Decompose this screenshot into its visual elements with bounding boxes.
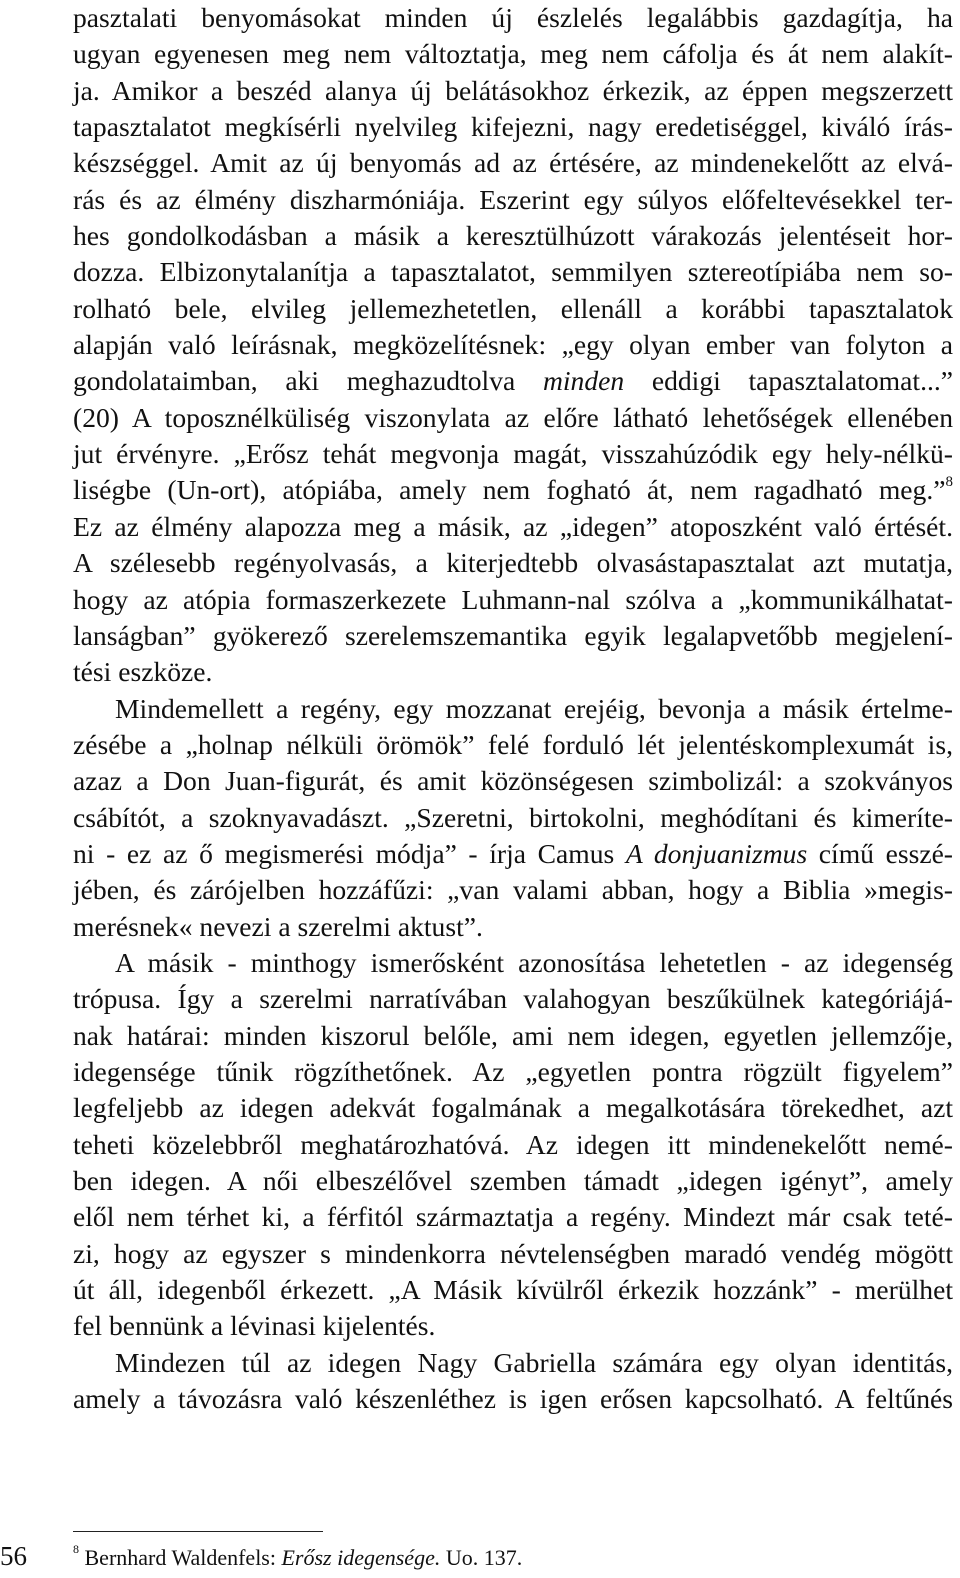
text-line: fel bennünk a lévinasi kijelentés. xyxy=(73,1310,436,1342)
text-line: pasztalati benyomásokat minden új észlelés legalábbis gazdagítja, ha xyxy=(73,2,953,33)
text-line: tapasztalatot megkísérli nyelvileg kifejezni, nagy eredetiséggel, kiváló írás- xyxy=(73,111,953,143)
text-line: zésébe a „holnap nélküli örömök” felé forduló lét jelentéskomplexumát is, xyxy=(73,728,953,760)
footnote-author: Bernhard Waldenfels: xyxy=(84,1545,282,1570)
text-line-with-italic: gondolataimban, aki meghazudtolva minden eddigi tapasztalatomat...” xyxy=(73,365,954,397)
text-line: zi, hogy az egyszer s mindenkorra névtelenségben maradó vendég mögött xyxy=(73,1237,953,1269)
text-line: ja. Amikor a beszéd alanya új belátásokhoz érkezik, az éppen megszerzett xyxy=(73,74,953,106)
italic-phrase: minden xyxy=(542,365,625,397)
text-line: amely a távozásra való készenléthez is igen erősen kapcsolható. A feltűnés xyxy=(73,1383,953,1415)
text-line: ugyan egyenesen meg nem változtatja, meg nem cáfolja és át nem alakít- xyxy=(73,38,953,70)
text-line: azaz a Don Juan-figurát, és amit közönségesen szimbolizál: a szokványos xyxy=(73,765,953,797)
text-line: csábítót, a szoknyavadászt. „Szeretni, birtokolni, meghódítani és kimeríte- xyxy=(73,801,953,833)
text-line: alapján való leírásnak, megközelítésnek: „egy olyan ember van folyton a xyxy=(73,329,953,361)
text-line: nak határai: minden kiszorul belőle, ami nem idegen, egyetlen jellemzője, xyxy=(73,1019,953,1051)
italic-phrase: A donjuanizmus xyxy=(625,837,808,869)
text-line: (20) A toposznélküliség viszonylata az előre látható lehetőségek ellenében xyxy=(73,401,953,433)
text-line: ben idegen. A női elbeszélővel szemben támadt „idegen igényt”, amely xyxy=(73,1165,953,1196)
text-line: idegensége tűnik rögzíthetőnek. Az „egyetlen pontra rögzült figyelem” xyxy=(73,1055,953,1087)
text-line: lanságban” gyökerező szerelemszemantika egyik legalapvetőbb megjelení- xyxy=(73,619,953,651)
text-line: jében, és zárójelben hozzáfűzi: „van valami abban, hogy a Biblia »megis- xyxy=(73,874,953,906)
footnote-marker: 8 xyxy=(73,1541,79,1556)
footnote-reference: 8 xyxy=(945,474,953,491)
text-line: hogy az atópia formaszerkezete Luhmann-nal szólva a „kommunikálhatat- xyxy=(73,583,953,615)
text-line: merésnek« nevezi a szerelmi aktust”. xyxy=(73,910,483,942)
text-line: rolható bele, elvileg jellemezhetetlen, ellenáll a korábbi tapasztalatok xyxy=(73,292,953,324)
page-number: 56 xyxy=(0,1541,27,1571)
footnote-title: Erősz idegensége. xyxy=(281,1545,441,1570)
text-line: rás és az élmény diszharmóniája. Eszerint egy súlyos előfeltevésekkel ter- xyxy=(73,183,953,215)
text-line: teheti közelebbről meghatározhatóvá. Az idegen itt mindenekelőtt nemé- xyxy=(73,1128,953,1160)
text-line: A szélesebb regényolvasás, a kiterjedtebb olvasástapasztalat azt mutatja, xyxy=(73,547,953,579)
footnote-source: Uo. 137. xyxy=(440,1545,523,1570)
text-line: tési eszköze. xyxy=(73,656,213,688)
text-line: készséggel. Amit az új benyomás ad az értésére, az mindenekelőtt az elvá- xyxy=(73,147,953,179)
text-line: jut érvényre. „Erősz tehát megvonja magát, visszahúzódik egy hely-nélkü- xyxy=(73,438,953,470)
text-line: trópusa. Így a szerelmi narratívában valahogyan beszűkülnek kategóriájá- xyxy=(73,983,953,1015)
text-line: Mindezen túl az idegen Nagy Gabriella számára egy olyan identitás, xyxy=(115,1346,953,1378)
text-line-with-footnote-ref: liségbe (Un-ort), atópiába, amely nem fogható át, nem ragadható meg.”$^8$ xyxy=(73,474,953,506)
text-line-with-italic: ni - ez az ő megismerési módja” - írja Camus A donjuanizmus című esszé- xyxy=(73,837,953,869)
text-line: legfeljebb az idegen adekvát fogalmának a megalkotására törekedhet, azt xyxy=(73,1092,953,1124)
text-line: hes gondolkodásban a másik a keresztülhúzott várakozás jelentéseit hor- xyxy=(73,220,953,252)
footnote xyxy=(73,1543,522,1573)
text-line: Mindemellett a regény, egy mozzanat erejéig, bevonja a másik értelme- xyxy=(115,692,953,724)
text-line: elől nem térhet ki, a férfitól származtatja a regény. Mindezt már csak teté- xyxy=(73,1201,953,1233)
text-line: Ez az élmény alapozza meg a másik, az „idegen” atoposzként való értését. xyxy=(73,510,953,542)
text-line: út áll, idegenből érkezett. „A Másik kívülről érkezik hozzánk” - merülhet xyxy=(73,1274,953,1306)
body-text xyxy=(73,0,953,1417)
text-line: A másik - minthogy ismerősként azonosítása lehetetlen - az idegenség xyxy=(115,946,953,978)
text-line: dozza. Elbizonytalanítja a tapasztalatot, semmilyen sztereotípiába nem so- xyxy=(73,256,953,288)
footnote-divider xyxy=(73,1531,323,1532)
